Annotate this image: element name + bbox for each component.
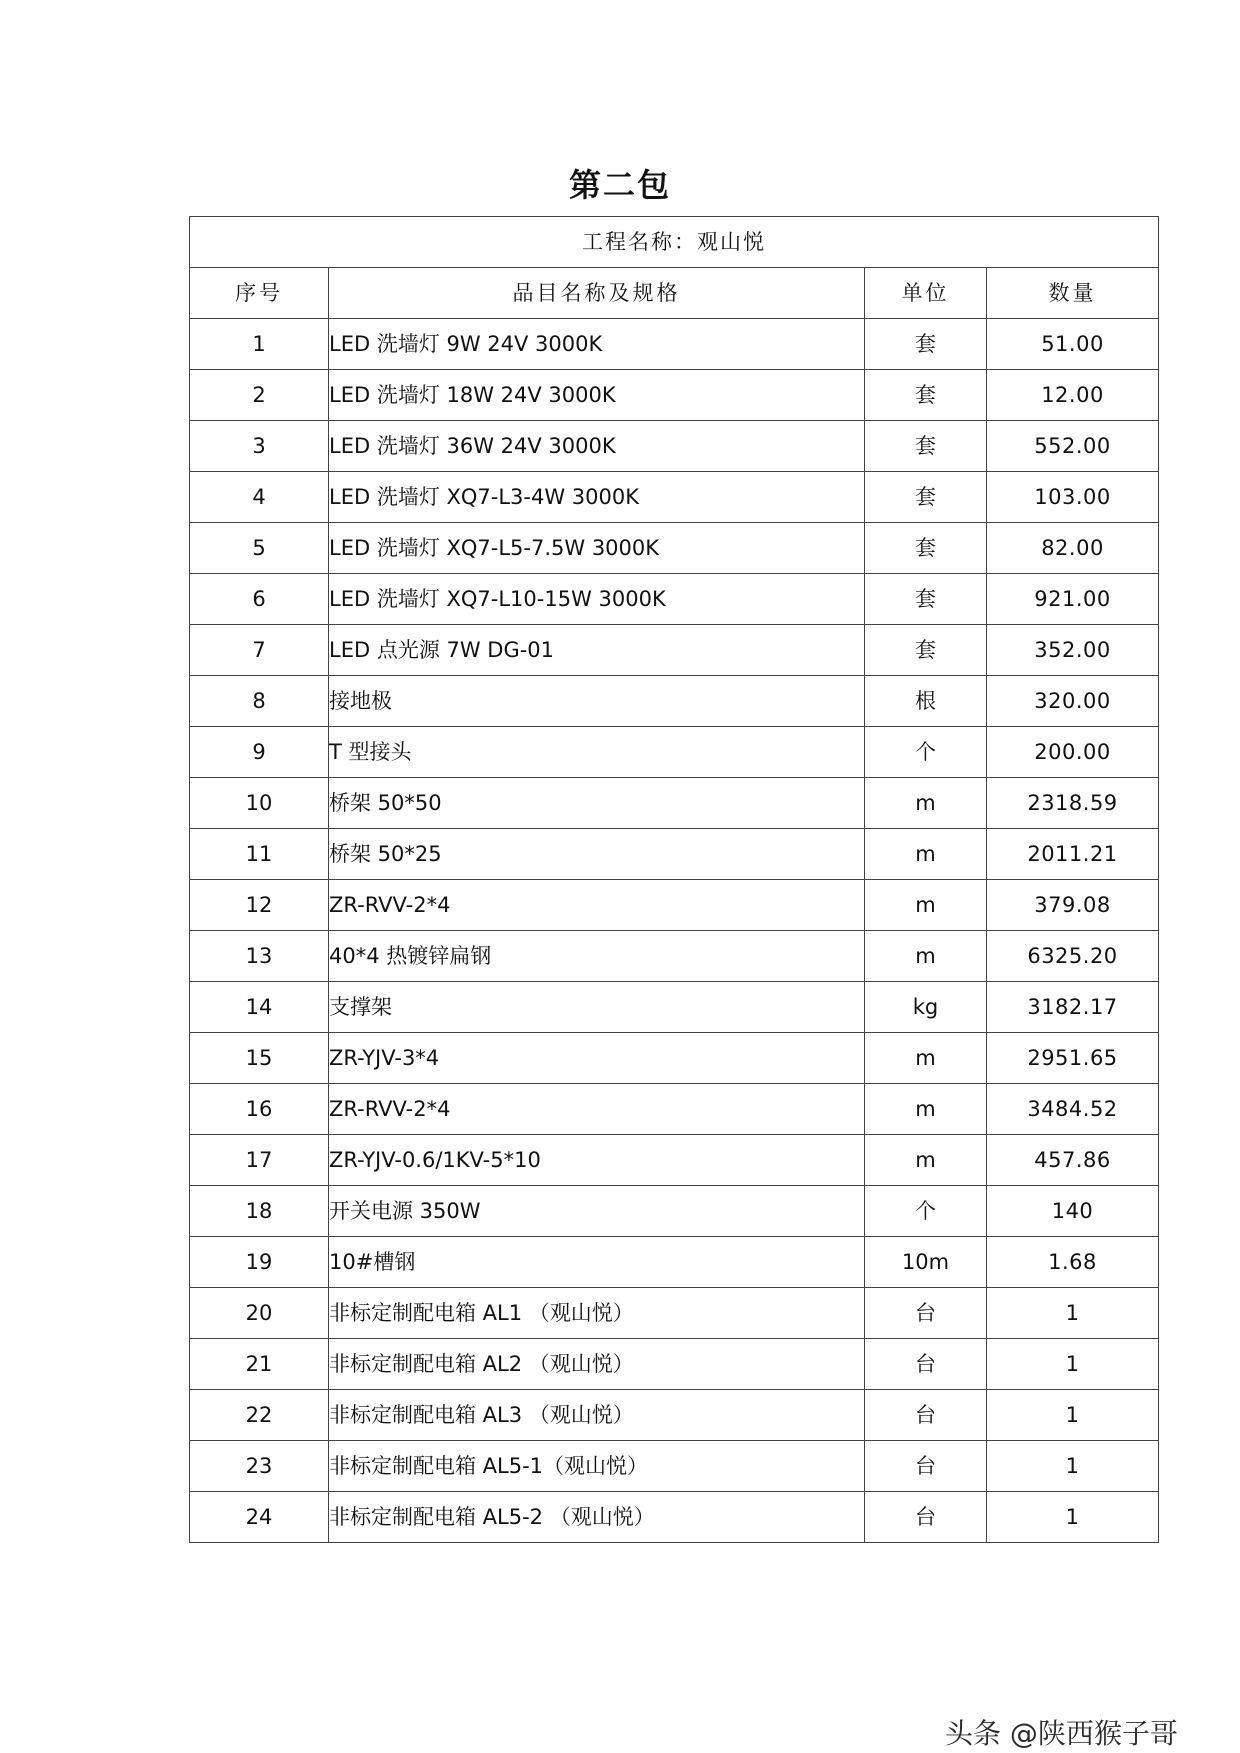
item-name: T 型接头: [329, 727, 865, 778]
item-quantity: 1: [987, 1339, 1159, 1390]
row-number: 20: [190, 1288, 329, 1339]
table-row: [190, 1492, 1159, 1543]
item-name: LED 洗墙灯 XQ7-L3-4W 3000K: [329, 472, 865, 523]
item-name: 桥架 50*25: [329, 829, 865, 880]
item-unit: 台: [865, 1492, 987, 1543]
item-quantity: 552.00: [987, 421, 1159, 472]
table-row: [190, 574, 1159, 625]
row-number: 11: [190, 829, 329, 880]
item-unit: 根: [865, 676, 987, 727]
item-unit: 台: [865, 1390, 987, 1441]
item-name: 非标定制配电箱 AL5-2 （观山悦）: [329, 1492, 865, 1543]
table-row: [190, 676, 1159, 727]
watermark: 头条 @陕西猴子哥: [945, 1717, 1178, 1750]
item-unit: 套: [865, 472, 987, 523]
table-row: [190, 370, 1159, 421]
item-quantity: 1.68: [987, 1237, 1159, 1288]
item-unit: m: [865, 1084, 987, 1135]
item-quantity: 2011.21: [987, 829, 1159, 880]
table-row: [190, 1237, 1159, 1288]
item-name: LED 洗墙灯 XQ7-L5-7.5W 3000K: [329, 523, 865, 574]
item-quantity: 200.00: [987, 727, 1159, 778]
item-name: ZR-YJV-3*4: [329, 1033, 865, 1084]
item-name: ZR-RVV-2*4: [329, 880, 865, 931]
item-quantity: 12.00: [987, 370, 1159, 421]
table-row: [190, 1186, 1159, 1237]
item-name: 非标定制配电箱 AL5-1（观山悦）: [329, 1441, 865, 1492]
header-no: 序号: [190, 268, 329, 319]
item-name: 40*4 热镀锌扁钢: [329, 931, 865, 982]
item-unit: m: [865, 1135, 987, 1186]
item-quantity: 103.00: [987, 472, 1159, 523]
row-number: 19: [190, 1237, 329, 1288]
row-number: 1: [190, 319, 329, 370]
table-row: [190, 523, 1159, 574]
item-name: LED 点光源 7W DG-01: [329, 625, 865, 676]
item-name: LED 洗墙灯 18W 24V 3000K: [329, 370, 865, 421]
row-number: 22: [190, 1390, 329, 1441]
table-row: [190, 1339, 1159, 1390]
table-row: [190, 319, 1159, 370]
item-unit: 套: [865, 421, 987, 472]
item-unit: 套: [865, 523, 987, 574]
item-name: ZR-YJV-0.6/1KV-5*10: [329, 1135, 865, 1186]
row-number: 7: [190, 625, 329, 676]
table-row: [190, 778, 1159, 829]
item-unit: 台: [865, 1288, 987, 1339]
item-quantity: 140: [987, 1186, 1159, 1237]
item-unit: 套: [865, 370, 987, 421]
item-name: 非标定制配电箱 AL1 （观山悦）: [329, 1288, 865, 1339]
table-row: [190, 1033, 1159, 1084]
header-unit: 单位: [865, 268, 987, 319]
table-row: [190, 1084, 1159, 1135]
table-row: [190, 472, 1159, 523]
item-unit: 套: [865, 625, 987, 676]
item-unit: m: [865, 829, 987, 880]
item-unit: 个: [865, 727, 987, 778]
page-title: 第二包: [568, 166, 671, 204]
table-row: [190, 1390, 1159, 1441]
row-number: 9: [190, 727, 329, 778]
item-unit: m: [865, 931, 987, 982]
row-number: 16: [190, 1084, 329, 1135]
item-name: 支撑架: [329, 982, 865, 1033]
item-quantity: 2951.65: [987, 1033, 1159, 1084]
table-body: [190, 217, 1159, 1543]
item-quantity: 320.00: [987, 676, 1159, 727]
materials-table: [189, 216, 1159, 1543]
table-row: [190, 1288, 1159, 1339]
item-quantity: 3484.52: [987, 1084, 1159, 1135]
row-number: 15: [190, 1033, 329, 1084]
item-quantity: 921.00: [987, 574, 1159, 625]
item-quantity: 1: [987, 1390, 1159, 1441]
item-unit: 10m: [865, 1237, 987, 1288]
item-quantity: 2318.59: [987, 778, 1159, 829]
table-row: [190, 625, 1159, 676]
table-row: [190, 931, 1159, 982]
row-number: 24: [190, 1492, 329, 1543]
header-name: 品目名称及规格: [329, 268, 865, 319]
row-number: 10: [190, 778, 329, 829]
row-number: 21: [190, 1339, 329, 1390]
row-number: 3: [190, 421, 329, 472]
item-quantity: 1: [987, 1492, 1159, 1543]
item-quantity: 379.08: [987, 880, 1159, 931]
project-name-row: [190, 217, 1159, 268]
row-number: 13: [190, 931, 329, 982]
item-quantity: 1: [987, 1441, 1159, 1492]
row-number: 12: [190, 880, 329, 931]
item-name: 接地极: [329, 676, 865, 727]
item-unit: m: [865, 880, 987, 931]
item-unit: kg: [865, 982, 987, 1033]
row-number: 23: [190, 1441, 329, 1492]
row-number: 2: [190, 370, 329, 421]
item-unit: 套: [865, 574, 987, 625]
row-number: 17: [190, 1135, 329, 1186]
item-name: LED 洗墙灯 9W 24V 3000K: [329, 319, 865, 370]
row-number: 8: [190, 676, 329, 727]
item-unit: 台: [865, 1441, 987, 1492]
table-header-row: [190, 268, 1159, 319]
item-quantity: 1: [987, 1288, 1159, 1339]
table-row: [190, 421, 1159, 472]
table-row: [190, 727, 1159, 778]
table-row: [190, 1441, 1159, 1492]
item-unit: m: [865, 778, 987, 829]
row-number: 18: [190, 1186, 329, 1237]
table-row: [190, 829, 1159, 880]
row-number: 14: [190, 982, 329, 1033]
item-name: 非标定制配电箱 AL3 （观山悦）: [329, 1390, 865, 1441]
table-row: [190, 1135, 1159, 1186]
item-unit: m: [865, 1033, 987, 1084]
item-name: 非标定制配电箱 AL2 （观山悦）: [329, 1339, 865, 1390]
row-number: 6: [190, 574, 329, 625]
item-name: 10#槽钢: [329, 1237, 865, 1288]
table-row: [190, 982, 1159, 1033]
table-row: [190, 880, 1159, 931]
item-name: 开关电源 350W: [329, 1186, 865, 1237]
item-quantity: 457.86: [987, 1135, 1159, 1186]
header-qty: 数量: [987, 268, 1159, 319]
item-name: 桥架 50*50: [329, 778, 865, 829]
row-number: 5: [190, 523, 329, 574]
item-quantity: 6325.20: [987, 931, 1159, 982]
item-unit: 套: [865, 319, 987, 370]
item-name: LED 洗墙灯 XQ7-L10-15W 3000K: [329, 574, 865, 625]
item-quantity: 352.00: [987, 625, 1159, 676]
item-quantity: 3182.17: [987, 982, 1159, 1033]
item-unit: 台: [865, 1339, 987, 1390]
row-number: 4: [190, 472, 329, 523]
project-name: 工程名称：观山悦: [190, 217, 1159, 268]
item-quantity: 82.00: [987, 523, 1159, 574]
item-quantity: 51.00: [987, 319, 1159, 370]
item-name: ZR-RVV-2*4: [329, 1084, 865, 1135]
item-name: LED 洗墙灯 36W 24V 3000K: [329, 421, 865, 472]
item-unit: 个: [865, 1186, 987, 1237]
